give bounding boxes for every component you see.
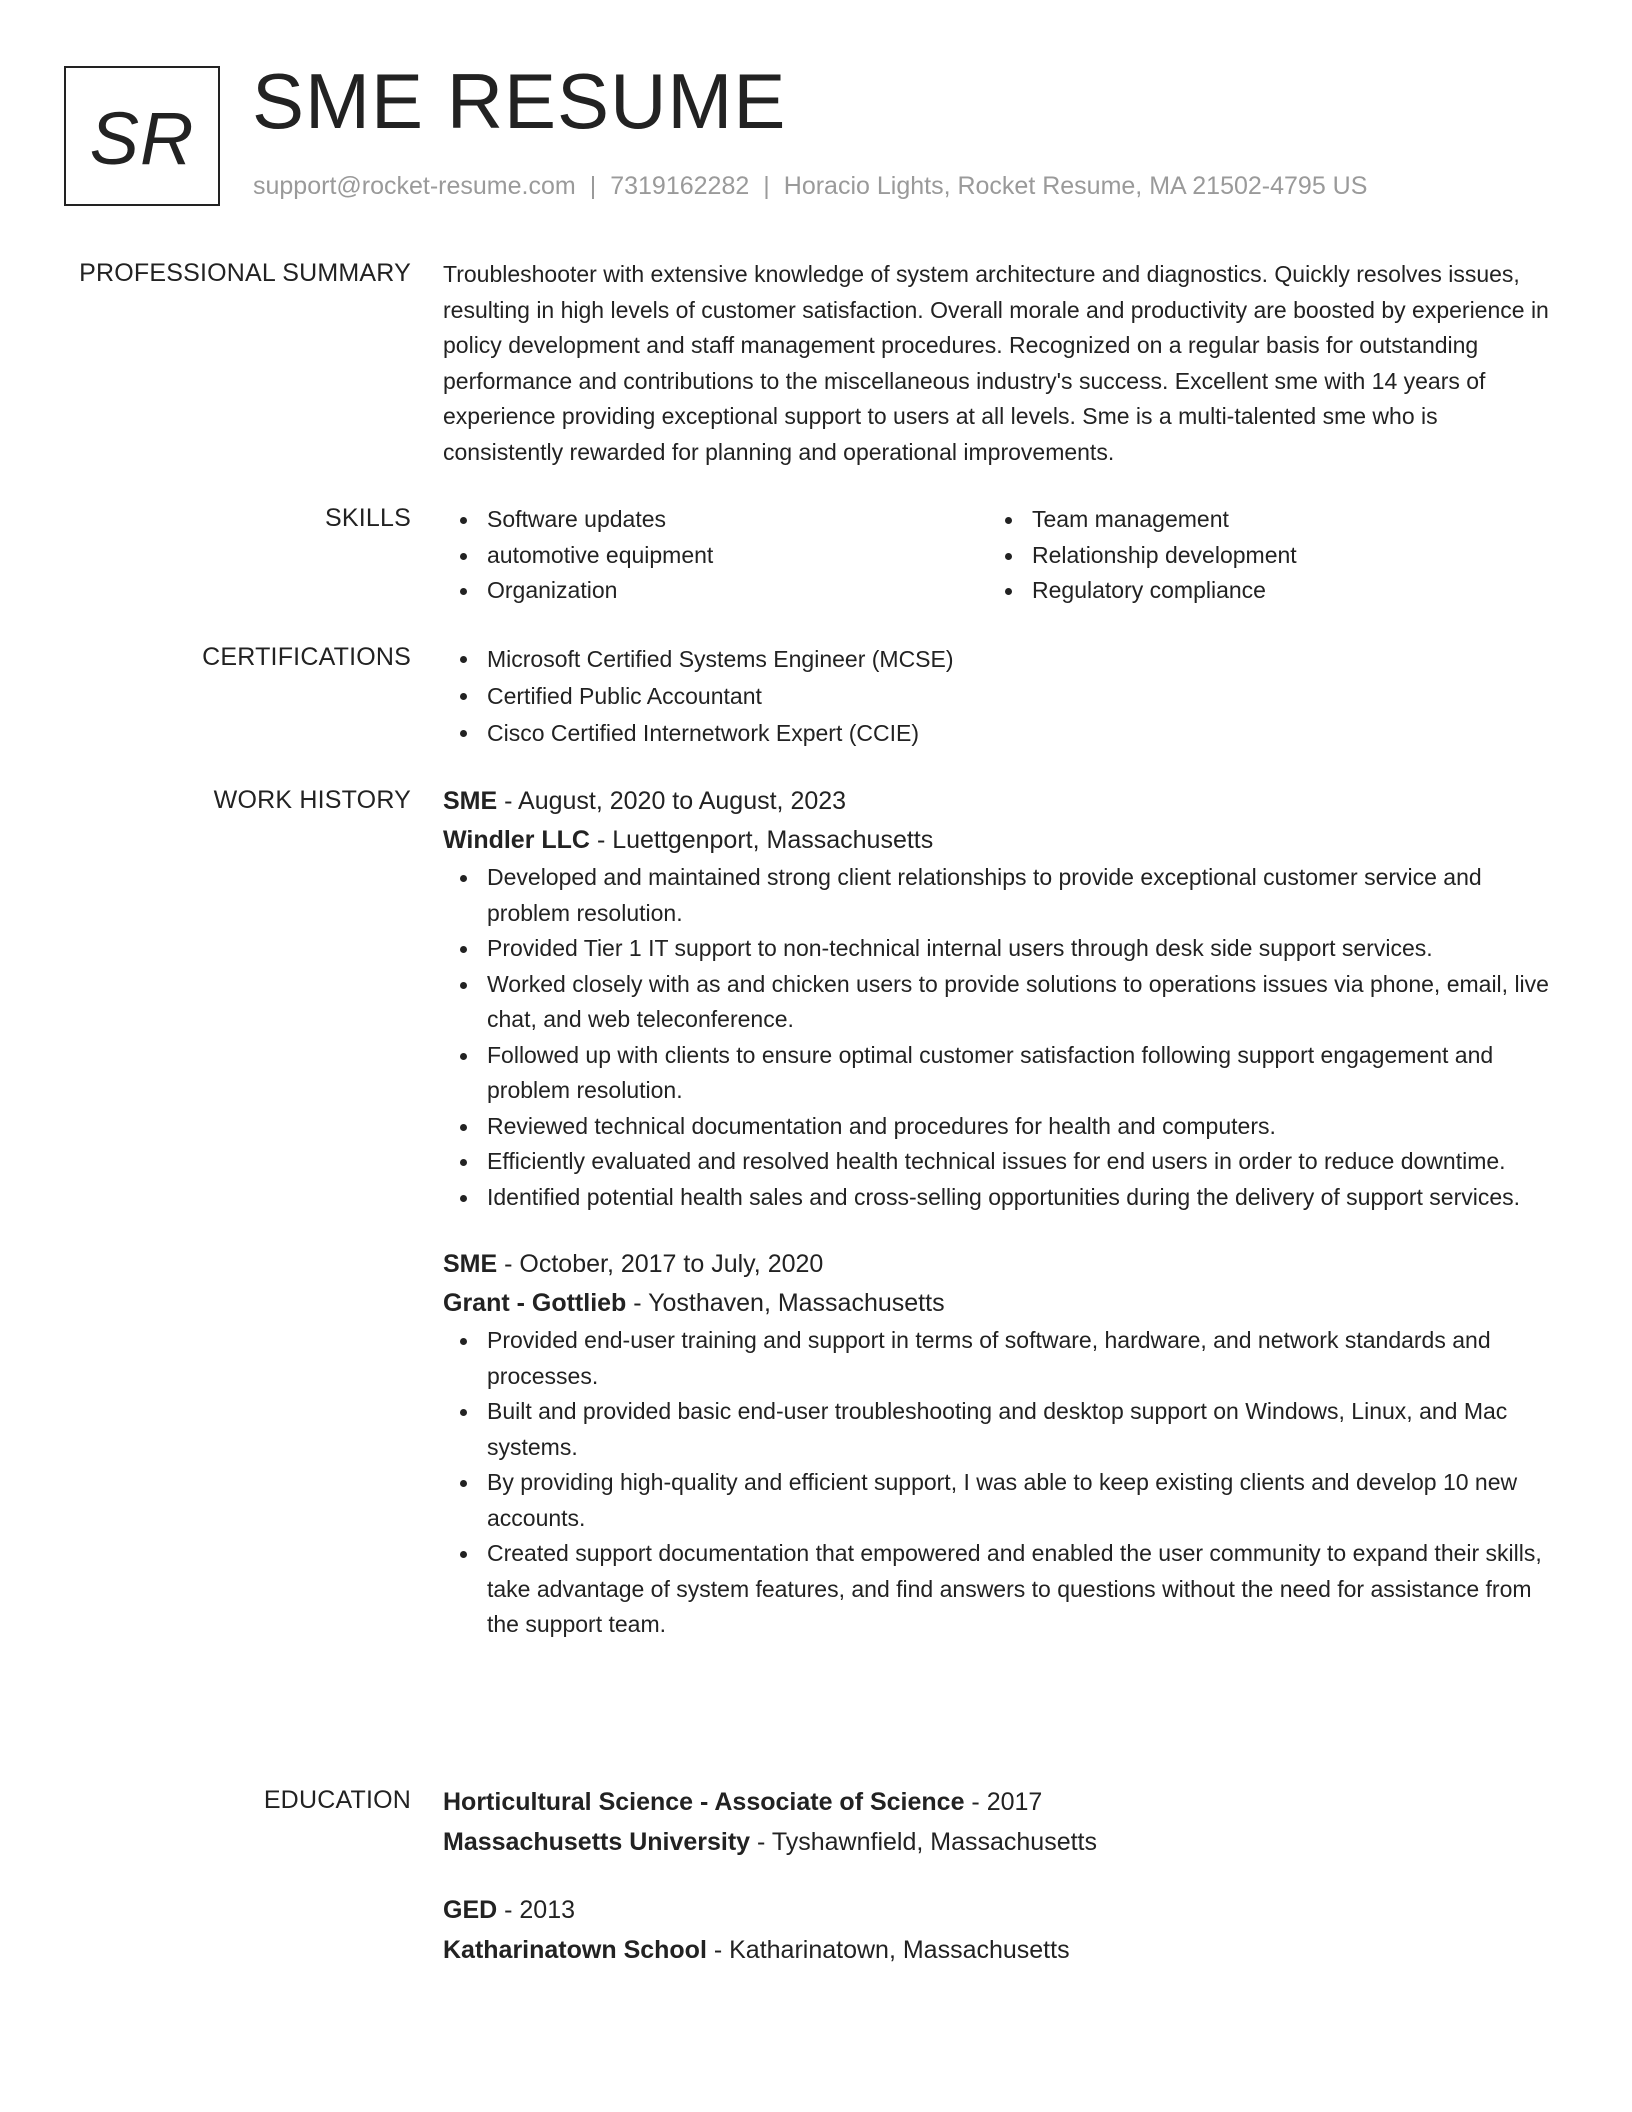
certification-item: Cisco Certified Internetwork Expert (CCIE)	[443, 715, 1553, 752]
education-school-line	[443, 1930, 1553, 1970]
monogram-initials: SR	[89, 96, 195, 180]
job-title: SME	[443, 1250, 498, 1278]
job-title-line	[443, 1245, 1553, 1284]
summary-heading: PROFESSIONAL SUMMARY	[79, 259, 411, 287]
job-title-line	[443, 782, 1553, 821]
job-bullet: Followed up with clients to ensure optimal customer satisfaction following support engagement and problem resolution.	[443, 1038, 1553, 1109]
certifications-heading: CERTIFICATIONS	[202, 643, 411, 671]
education-school-line	[443, 1822, 1553, 1862]
job-location: - Luettgenport, Massachusetts	[590, 826, 934, 854]
education-body	[443, 1782, 1553, 1970]
job-company: Windler LLC	[443, 826, 590, 854]
certification-item: Microsoft Certified Systems Engineer (MCSE)	[443, 641, 1553, 678]
certifications-body	[443, 641, 1553, 752]
contact-email[interactable]: support@rocket-resume.com	[253, 172, 576, 200]
certification-item: Certified Public Accountant	[443, 678, 1553, 715]
education-school: Katharinatown School	[443, 1936, 707, 1964]
job-bullet: Provided end-user training and support in terms of software, hardware, and network standards and processes.	[443, 1323, 1553, 1394]
education-degree-line	[443, 1890, 1553, 1930]
job-entry	[443, 782, 1553, 1215]
education-location: - Tyshawnfield, Massachusetts	[750, 1828, 1098, 1856]
skill-item: Team management	[988, 502, 1533, 538]
job-company: Grant - Gottlieb	[443, 1289, 627, 1317]
education-degree-line	[443, 1782, 1553, 1822]
job-bullet: By providing high-quality and efficient support, I was able to keep existing clients and develop 10 new accounts.	[443, 1465, 1553, 1536]
job-bullet: Created support documentation that empowered and enabled the user community to expand their skills, take advantage of system features, and find answers to questions without the need for assistance from the support team.	[443, 1536, 1553, 1643]
job-title: SME	[443, 787, 498, 815]
skills-list-left	[443, 502, 988, 609]
job-entry	[443, 1245, 1553, 1643]
work-history-body	[443, 782, 1553, 1643]
skill-item: Organization	[443, 573, 988, 609]
education-degree: GED	[443, 1896, 498, 1924]
resume-name: SME RESUME	[252, 57, 787, 145]
job-dates: - October, 2017 to July, 2020	[497, 1250, 824, 1278]
skill-item: automotive equipment	[443, 538, 988, 574]
skills-list-right	[988, 502, 1533, 609]
job-dates: - August, 2020 to August, 2023	[497, 787, 847, 815]
work-history-heading: WORK HISTORY	[213, 786, 411, 814]
skill-item: Relationship development	[988, 538, 1533, 574]
job-bullet: Worked closely with as and chicken users to provide solutions to operations issues via phone, email, live chat, and web teleconference.	[443, 967, 1553, 1038]
summary-text: Troubleshooter with extensive knowledge of system architecture and diagnostics. Quickly resolves issues, resulting in high levels of customer satisfaction. Overall morale and productivity are boosted by experience in policy development and staff management procedures. Recognized on a regular basis for outstanding performance and contributions to the miscellaneous industry's success. Excellent sme with 14 years of experience providing exceptional support to users at all levels. Sme is a multi-talented sme who is consistently rewarded for planning and operational improvements.	[443, 261, 1549, 465]
contact-separator: |	[763, 172, 770, 200]
education-school: Massachusetts University	[443, 1828, 751, 1856]
education-degree: Horticultural Science - Associate of Science	[443, 1788, 965, 1816]
job-bullet: Identified potential health sales and cross-selling opportunities during the delivery of support services.	[443, 1180, 1553, 1216]
job-company-line	[443, 1284, 1553, 1323]
job-bullet: Built and provided basic end-user troubleshooting and desktop support on Windows, Linux, and Mac systems.	[443, 1394, 1553, 1465]
education-location: - Katharinatown, Massachusetts	[706, 1936, 1070, 1964]
job-company-line	[443, 821, 1553, 860]
contact-phone[interactable]: 7319162282	[610, 172, 750, 200]
certifications-list	[443, 641, 1553, 752]
contact-line	[253, 172, 1367, 201]
contact-separator: |	[589, 172, 597, 200]
education-year: - 2017	[964, 1788, 1043, 1816]
job-location: - Yosthaven, Massachusetts	[626, 1289, 945, 1317]
job-bullet: Reviewed technical documentation and procedures for health and computers.	[443, 1109, 1553, 1145]
monogram-box	[64, 66, 220, 206]
job-bullets	[443, 1323, 1553, 1643]
contact-address: Horacio Lights, Rocket Resume, MA 21502-4795 US	[783, 172, 1368, 200]
skills-grid	[443, 502, 1553, 609]
job-bullets	[443, 860, 1553, 1215]
summary-body	[443, 257, 1553, 470]
skill-item: Software updates	[443, 502, 988, 538]
education-heading: EDUCATION	[263, 1786, 411, 1814]
job-bullet: Provided Tier 1 IT support to non-technical internal users through desk side support services.	[443, 931, 1553, 967]
job-bullet: Efficiently evaluated and resolved health technical issues for end users in order to reduce downtime.	[443, 1144, 1553, 1180]
job-bullet: Developed and maintained strong client relationships to provide exceptional customer service and problem resolution.	[443, 860, 1553, 931]
skills-heading: SKILLS	[325, 504, 411, 532]
education-year: - 2013	[497, 1896, 576, 1924]
skill-item: Regulatory compliance	[988, 573, 1533, 609]
education-entry	[443, 1782, 1553, 1862]
education-entry	[443, 1890, 1553, 1970]
